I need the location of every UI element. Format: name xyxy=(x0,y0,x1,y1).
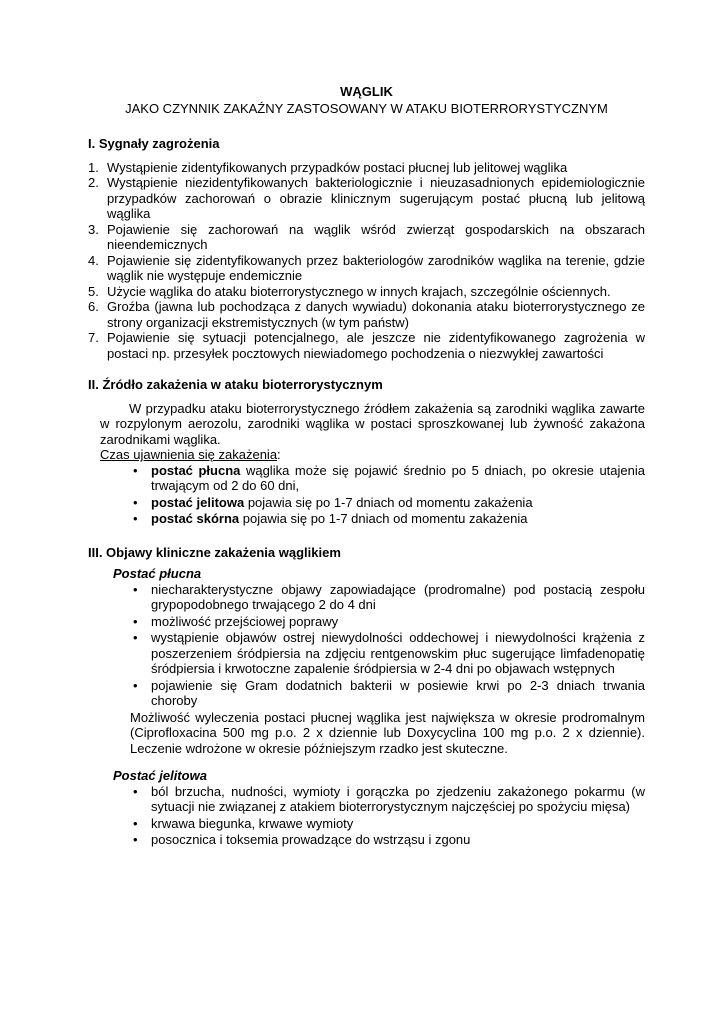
infection-source-paragraph: W przypadku ataku bioterrorystycznego źródłem zakażenia są zarodniki wąglika zawarte w rozpylonym aerozolu, zarodniki wąglika w postaci sproszkowanej lub żywność zakażona zarodnikami wąglika. xyxy=(100,400,645,447)
bullet-icon: • xyxy=(133,462,138,478)
item-text: Wystąpienie niezidentyfikowanych bakteriologicznie i nieuzasadnionych epidemiologicznie przypadków zachorowań o obrazie klinicznym sugerującym postać płucną lub jelitową wąglika xyxy=(107,175,645,221)
item-text: Pojawienie się zidentyfikowanych przez bakteriologów zarodników wąglika na terenie, gdzie wąglik nie występuje endemicznie xyxy=(107,252,645,283)
list-item xyxy=(88,784,645,815)
item-text: Pojawienie się sytuacji potencjalnego, ale jeszcze nie zidentyfikowanego zagrożenia w postaci np. przesyłek pocztowych niewiadomego pochodzenia o niezwykłej zawartości xyxy=(107,330,645,361)
item-number: 1. xyxy=(88,159,99,175)
item-text: pojawia się po 1-7 dniach od momentu zakażenia xyxy=(239,511,528,526)
form-name: postać płucna xyxy=(151,462,241,478)
pulmonary-symptoms-list xyxy=(88,582,645,709)
list-item xyxy=(88,582,645,613)
bullet-icon: • xyxy=(133,783,138,799)
item-text: niecharakterystyczne objawy zapowiadające (prodromalne) pod postacią zespołu grypopodobnego trwającego 2 do 4 dni xyxy=(151,581,645,612)
item-text: Pojawienie się zachorowań na wąglik wśród zwierząt gospodarskich na obszarach nieendemicznych xyxy=(107,221,645,252)
list-item xyxy=(88,678,645,709)
document-title: WĄGLIK xyxy=(340,84,393,99)
bullet-icon: • xyxy=(133,581,138,597)
pulmonary-treatment-summary: Możliwość wyleczenia postaci płucnej wąglika jest największa w okresie prodromalnym (Ciprofloxacina 500 mg p.o. 2 x dziennie lub Doxycyclina 100 mg p.o. 2 x dziennie). Leczenie wdrożone w okresie późniejszym rzadko jest skuteczne. xyxy=(130,709,645,756)
item-number: 6. xyxy=(88,299,99,314)
list-item xyxy=(88,330,645,361)
section1-heading: I. Sygnały zagrożenia xyxy=(88,136,220,151)
item-number: 5. xyxy=(88,283,99,299)
item-number: 3. xyxy=(88,221,99,237)
pulmonary-form-title: Postać płucna xyxy=(113,566,202,581)
list-item xyxy=(88,160,645,176)
list-item xyxy=(88,816,645,832)
intestinal-form-title: Postać jelitowa xyxy=(113,768,207,783)
list-item xyxy=(88,284,645,300)
list-item xyxy=(88,222,645,253)
list-item xyxy=(88,614,645,630)
item-text: Wystąpienie zidentyfikowanych przypadków postaci płucnej lub jelitowej wąglika xyxy=(107,159,568,175)
threat-signals-list xyxy=(88,160,645,362)
item-text: Użycie wąglika do ataku bioterrorystycznego w innych krajach, szczególnie ościennych. xyxy=(107,283,611,299)
item-number: 7. xyxy=(88,330,99,345)
bullet-icon: • xyxy=(133,494,138,510)
item-text: ból brzucha, nudności, wymioty i gorączka po zjedzeniu zakażonego pokarmu (w sytuacji nie związanej z atakiem bioterrorystycznym najczęściej po spożyciu mięsa) xyxy=(151,783,645,814)
form-name: postać skórna xyxy=(151,511,240,526)
list-item xyxy=(88,511,645,527)
time-colon: : xyxy=(277,447,281,462)
list-item xyxy=(88,832,645,848)
document-subtitle: JAKO CZYNNIK ZAKAŹNY ZASTOSOWANY W ATAKU BIOTERRORYSTYCZNYM xyxy=(125,100,608,116)
bullet-icon: • xyxy=(133,511,138,526)
item-number: 4. xyxy=(88,252,99,268)
onset-list xyxy=(88,463,645,527)
intestinal-symptoms-list xyxy=(88,784,645,848)
item-number: 2. xyxy=(88,175,99,190)
bullet-icon: • xyxy=(133,815,138,831)
list-item xyxy=(88,463,645,494)
item-text: wąglika może się pojawić średnio po 5 dniach, po okresie utajenia trwającym od 2 do 60 dni, xyxy=(151,462,645,493)
bullet-icon: • xyxy=(133,613,138,629)
item-text: pojawienie się Gram dodatnich bakterii w posiewie krwi po 2-3 dniach trwania choroby xyxy=(151,677,645,708)
list-item xyxy=(88,253,645,284)
item-text: wystąpienie objawów ostrej niewydolności oddechowej i niewydolności krążenia z poszerzeniem śródpiersia na zdjęciu rentgenowskim płuc sugerujące limfadenopatię śródpiersia i krwotoczne zapalenie śródpiersia w 2-4 dni po objawach wstępnych xyxy=(151,630,645,676)
list-item xyxy=(88,495,645,511)
bullet-icon: • xyxy=(133,630,138,645)
list-item xyxy=(88,299,645,330)
list-item xyxy=(88,175,645,222)
item-text: posocznica i toksemia prowadzące do wstrząsu i zgonu xyxy=(151,832,471,847)
form-name: postać jelitowa xyxy=(151,494,245,510)
section2-heading: II. Źródło zakażenia w ataku bioterrorystycznym xyxy=(88,377,383,392)
item-text: krwawa biegunka, krwawe wymioty xyxy=(151,815,354,831)
bullet-icon: • xyxy=(133,832,138,847)
time-label: Czas ujawnienia się zakażenia xyxy=(100,447,278,462)
bullet-icon: • xyxy=(133,677,138,693)
item-text: możliwość przejściowej poprawy xyxy=(151,613,339,629)
item-text: Groźba (jawna lub pochodząca z danych wywiadu) dokonania ataku bioterrorystycznego ze strony organizacji ekstremistycznych (w tym państw) xyxy=(107,299,645,330)
list-item xyxy=(88,630,645,677)
section3-heading: III. Objawy kliniczne zakażenia wąglikiem xyxy=(88,544,341,560)
item-text: pojawia się po 1-7 dniach od momentu zakażenia xyxy=(244,494,533,510)
time-label-line xyxy=(88,447,645,463)
